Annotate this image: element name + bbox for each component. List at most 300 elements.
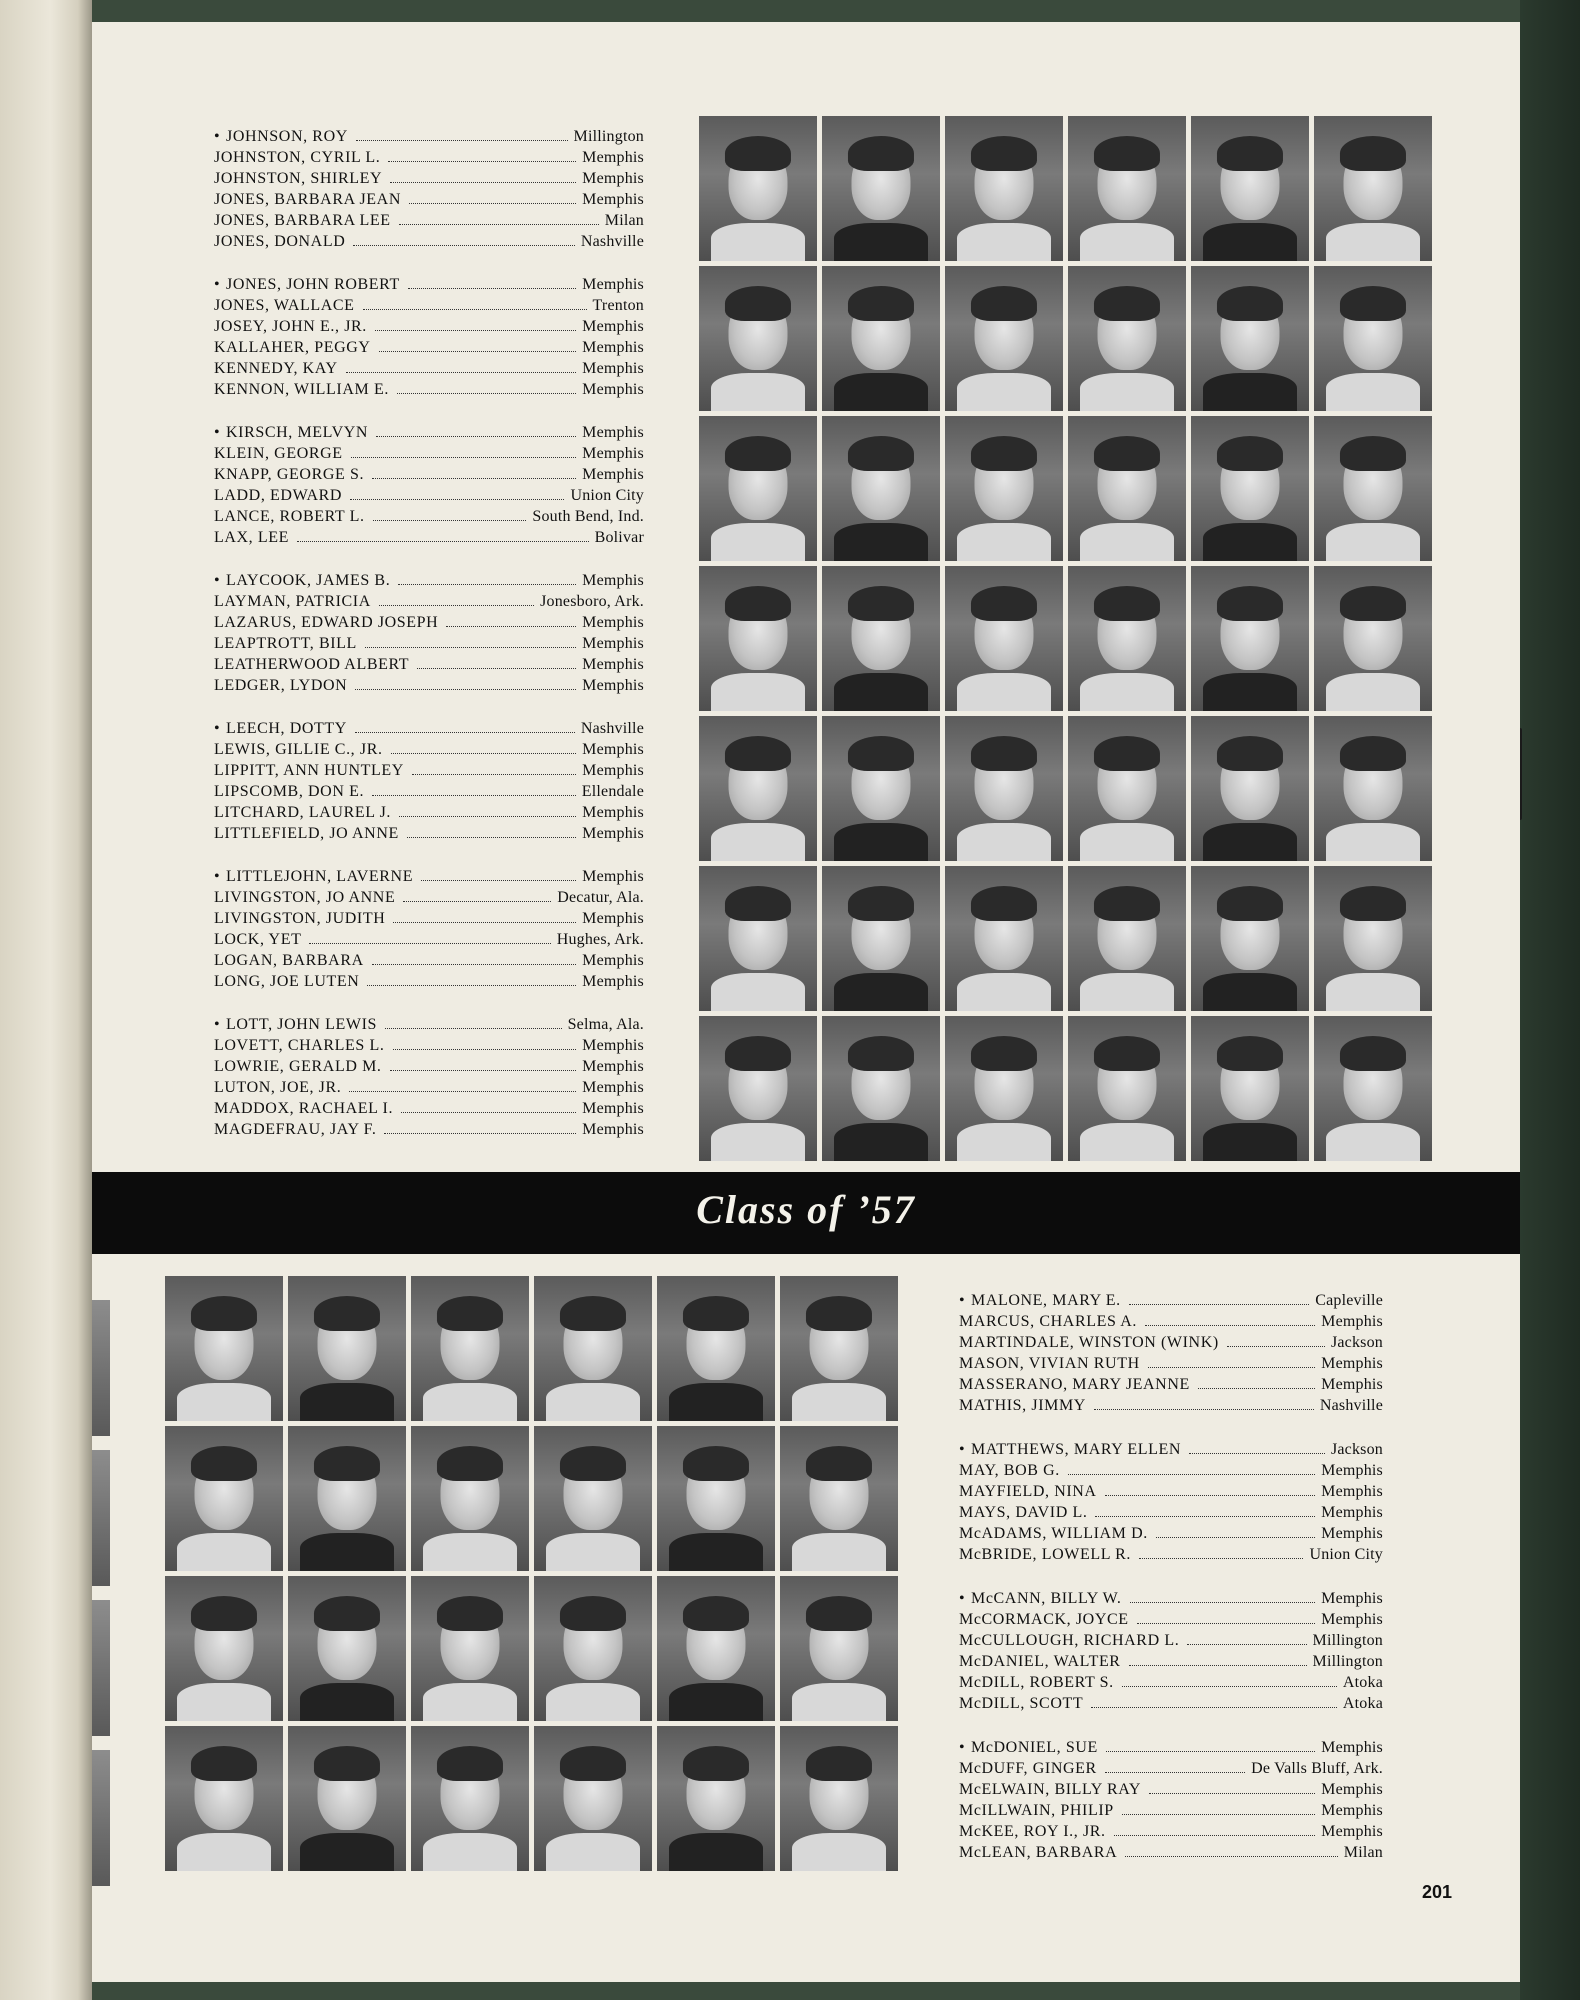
student-portrait-photo [657,1576,775,1721]
hometown: Memphis [582,635,644,652]
student-name: JONES, BARBARA LEE [214,212,391,229]
hometown: Memphis [582,191,644,208]
name-group [214,570,644,696]
hometown: Nashville [580,233,644,250]
dot-leader [372,964,576,965]
name-entry [959,1821,1383,1842]
student-name: KALLAHER, PEGGY [214,339,371,356]
dot-leader [372,795,576,796]
hometown: South Bend, Ind. [532,508,644,525]
dot-leader [350,499,564,500]
student-name: MAGDEFRAU, JAY F. [214,1121,377,1138]
hometown: Millington [1312,1632,1383,1649]
dot-leader [1091,1707,1337,1708]
dot-leader [407,837,576,838]
hometown: Capleville [1315,1292,1383,1309]
name-entry [959,1290,1383,1311]
student-name: LIPSCOMB, DON E. [214,783,365,800]
name-entry [214,316,644,337]
name-entry [214,887,644,908]
hometown: Memphis [1321,1313,1383,1330]
name-entry [959,1311,1383,1332]
student-portrait-photo [699,1016,817,1161]
student-name: LIVINGSTON, JO ANNE [214,889,396,906]
name-entry [959,1353,1383,1374]
dot-leader [379,605,534,606]
student-portrait-photo [534,1576,652,1721]
name-entry [214,147,644,168]
student-portrait-photo [1068,416,1186,561]
hometown: Memphis [582,1100,644,1117]
name-entry [214,718,644,739]
name-entry [959,1672,1383,1693]
student-name: LEWIS, GILLIE C., JR. [214,741,383,758]
name-entry [214,866,644,887]
student-name: JOSEY, JOHN E., JR. [214,318,367,335]
name-entry [959,1737,1383,1758]
name-entry [959,1523,1383,1544]
hometown: Memphis [582,424,644,441]
dot-leader [1189,1453,1325,1454]
bullet-marker: • [214,276,221,293]
name-entry [214,1119,644,1140]
student-portrait-photo [1068,1016,1186,1161]
hometown: Memphis [582,318,644,335]
dot-leader [384,1133,576,1134]
dot-leader [399,224,599,225]
student-name: KENNON, WILLIAM E. [214,381,389,398]
dot-leader [403,901,551,902]
student-name: JOHNSTON, CYRIL L. [214,149,381,166]
dot-leader [1227,1346,1325,1347]
student-name: McADAMS, WILLIAM D. [959,1525,1148,1542]
name-group [214,274,644,400]
student-name: LUTON, JOE, JR. [214,1079,342,1096]
hometown: Memphis [1321,1525,1383,1542]
student-name: • LITTLEJOHN, LAVERNE [214,868,414,885]
student-name: McILLWAIN, PHILIP [959,1802,1114,1819]
hometown: Jackson [1330,1334,1383,1351]
name-entry [214,908,644,929]
dot-leader [412,774,576,775]
student-name: • JOHNSON, ROY [214,128,348,145]
name-entry [214,422,644,443]
student-portrait-photo [1314,116,1432,261]
dot-leader [388,161,576,162]
dot-leader [297,541,589,542]
hometown: Trenton [592,297,644,314]
student-portrait-photo [1191,566,1309,711]
hometown: Hughes, Ark. [556,931,644,948]
dot-leader [1125,1856,1337,1857]
dot-leader [1094,1409,1314,1410]
student-portrait-photo [699,266,817,411]
student-name: MASON, VIVIAN RUTH [959,1355,1140,1372]
dot-leader [1105,1495,1316,1496]
student-portrait-photo [165,1426,283,1571]
student-portrait-photo [822,416,940,561]
student-name: MAYS, DAVID L. [959,1504,1088,1521]
name-entry [214,231,644,252]
hometown: Milan [1343,1844,1383,1861]
dot-leader [390,182,576,183]
hometown: Memphis [582,360,644,377]
dot-leader [399,816,576,817]
name-entry [214,760,644,781]
name-entry [214,1056,644,1077]
hometown: Union City [1309,1546,1383,1563]
student-name: LANCE, ROBERT L. [214,508,365,525]
dot-leader [1149,1793,1315,1794]
hometown: Memphis [582,910,644,927]
name-entry [214,654,644,675]
dot-leader [417,668,576,669]
hometown: Nashville [1319,1397,1383,1414]
student-portrait-photo [534,1726,652,1871]
student-portrait-photo [1314,416,1432,561]
student-portrait-photo [945,266,1063,411]
student-name: McKEE, ROY I., JR. [959,1823,1106,1840]
hometown: Memphis [582,276,644,293]
student-portrait-photo [288,1576,406,1721]
name-group [214,718,644,844]
bullet-marker: • [214,424,221,441]
student-name: LIVINGSTON, JUDITH [214,910,386,927]
name-entry [214,675,644,696]
student-portrait-photo [822,566,940,711]
hometown: Memphis [1321,1590,1383,1607]
student-portrait-photo [1314,716,1432,861]
bullet-marker: • [959,1590,966,1607]
dot-leader [409,203,576,204]
bottom-photo-grid [165,1276,898,1871]
name-entry [959,1502,1383,1523]
name-entry [214,739,644,760]
dot-leader [372,478,576,479]
student-name: JONES, BARBARA JEAN [214,191,401,208]
student-name: McCORMACK, JOYCE [959,1611,1129,1628]
name-entry [214,337,644,358]
name-entry [214,464,644,485]
hometown: Memphis [582,149,644,166]
dot-leader [1122,1814,1315,1815]
student-name: JONES, WALLACE [214,297,355,314]
student-name: LEAPTROTT, BILL [214,635,357,652]
name-group [214,422,644,548]
dot-leader [390,1070,577,1071]
dot-leader [1129,1304,1309,1305]
name-entry [214,1014,644,1035]
dot-leader [393,922,576,923]
book-cover-edge [1520,0,1580,2000]
name-entry [959,1395,1383,1416]
name-entry [214,379,644,400]
student-portrait-photo [699,866,817,1011]
name-entry [214,570,644,591]
dot-leader [1095,1516,1315,1517]
student-name: McDILL, ROBERT S. [959,1674,1114,1691]
name-group [214,866,644,992]
hometown: Nashville [580,720,644,737]
student-portrait-photo [534,1426,652,1571]
dot-leader [1198,1388,1315,1389]
student-name: • MATTHEWS, MARY ELLEN [959,1441,1182,1458]
hometown: Memphis [1321,1802,1383,1819]
hometown: Memphis [582,741,644,758]
name-entry [959,1460,1383,1481]
name-entry [214,189,644,210]
dot-leader [397,393,576,394]
class-banner [92,1172,1520,1254]
name-group [959,1588,1383,1714]
student-portrait-photo [1068,116,1186,261]
student-name: LEDGER, LYDON [214,677,348,694]
student-name: KENNEDY, KAY [214,360,338,377]
hometown: Memphis [1321,1483,1383,1500]
dot-leader [391,753,577,754]
student-portrait-photo [411,1426,529,1571]
name-group [959,1439,1383,1565]
student-portrait-photo [1191,1016,1309,1161]
name-entry [959,1332,1383,1353]
student-name: McLEAN, BARBARA [959,1844,1118,1861]
adjacent-page-photo-strip [92,1300,110,1900]
student-portrait-photo [1191,866,1309,1011]
dot-leader [346,372,576,373]
name-entry [214,823,644,844]
student-name: JONES, DONALD [214,233,346,250]
hometown: Decatur, Ala. [557,889,644,906]
student-name: • LOTT, JOHN LEWIS [214,1016,378,1033]
student-portrait-photo [822,266,940,411]
student-name: McDUFF, GINGER [959,1760,1097,1777]
student-name: MADDOX, RACHAEL I. [214,1100,394,1117]
student-name: • McDONIEL, SUE [959,1739,1098,1756]
student-name: • McCANN, BILLY W. [959,1590,1122,1607]
student-name: McDILL, SCOTT [959,1695,1084,1712]
name-entry [214,443,644,464]
hometown: Memphis [582,677,644,694]
hometown: Memphis [1321,1611,1383,1628]
name-entry [959,1842,1383,1863]
student-portrait-photo [165,1276,283,1421]
hometown: Millington [1312,1653,1383,1670]
student-portrait-photo [945,566,1063,711]
hometown: Memphis [1321,1739,1383,1756]
student-portrait-photo [1068,266,1186,411]
bullet-marker: • [214,128,221,145]
dot-leader [1156,1537,1315,1538]
dot-leader [1122,1686,1337,1687]
student-portrait-photo [534,1276,652,1421]
name-entry [214,210,644,231]
student-name: LITTLEFIELD, JO ANNE [214,825,399,842]
student-portrait-photo [699,416,817,561]
student-name: MARTINDALE, WINSTON (WINK) [959,1334,1219,1351]
hometown: Memphis [582,952,644,969]
dot-leader [379,351,577,352]
student-name: • JONES, JOHN ROBERT [214,276,400,293]
student-name: McBRIDE, LOWELL R. [959,1546,1131,1563]
student-name: LADD, EDWARD [214,487,343,504]
hometown: Memphis [582,825,644,842]
dot-leader [385,1028,562,1029]
dot-leader [446,626,576,627]
student-name: McCULLOUGH, RICHARD L. [959,1632,1180,1649]
student-portrait-photo [822,866,940,1011]
hometown: Jonesboro, Ark. [540,593,644,610]
student-portrait-photo [945,716,1063,861]
hometown: Memphis [1321,1781,1383,1798]
hometown: Memphis [1321,1355,1383,1372]
student-portrait-photo [657,1276,775,1421]
dot-leader [421,880,576,881]
hometown: Memphis [582,1121,644,1138]
name-entry [214,971,644,992]
name-group [214,126,644,252]
student-portrait-photo [822,716,940,861]
hometown: Memphis [582,339,644,356]
student-name: JOHNSTON, SHIRLEY [214,170,383,187]
name-entry [214,295,644,316]
name-entry [959,1588,1383,1609]
student-name: KLEIN, GEORGE [214,445,343,462]
bullet-marker: • [214,1016,221,1033]
dot-leader [355,732,575,733]
student-name: • MALONE, MARY E. [959,1292,1121,1309]
student-name: LOVETT, CHARLES L. [214,1037,385,1054]
hometown: Memphis [582,466,644,483]
student-portrait-photo [1191,116,1309,261]
student-portrait-photo [945,866,1063,1011]
name-entry [959,1439,1383,1460]
yearbook-page [92,22,1520,1982]
student-name: LOCK, YET [214,931,302,948]
name-entry [214,1035,644,1056]
student-portrait-photo [1191,416,1309,561]
bullet-marker: • [959,1441,966,1458]
student-name: KNAPP, GEORGE S. [214,466,365,483]
name-entry [959,1609,1383,1630]
dot-leader [349,1091,576,1092]
name-entry [959,1779,1383,1800]
dot-leader [309,943,550,944]
student-portrait-photo [411,1276,529,1421]
student-name: LOWRIE, GERALD M. [214,1058,382,1075]
name-entry [214,802,644,823]
student-portrait-photo [657,1726,775,1871]
student-portrait-photo [699,566,817,711]
dot-leader [401,1112,576,1113]
bullet-marker: • [959,1739,966,1756]
hometown: Memphis [582,868,644,885]
student-portrait-photo [1314,866,1432,1011]
student-portrait-photo [780,1276,898,1421]
name-entry [959,1544,1383,1565]
name-entry [214,612,644,633]
name-entry [214,633,644,654]
name-entry [214,126,644,147]
student-name: LITCHARD, LAUREL J. [214,804,392,821]
name-entry [959,1630,1383,1651]
student-portrait-photo [1314,266,1432,411]
student-portrait-photo [699,716,817,861]
student-name: LONG, JOE LUTEN [214,973,360,990]
name-entry [214,1077,644,1098]
top-photo-grid [699,116,1432,1161]
book-gutter [78,0,92,2000]
dot-leader [1148,1367,1315,1368]
hometown: Selma, Ala. [567,1016,644,1033]
student-portrait-photo [699,116,817,261]
dot-leader [393,1049,577,1050]
dot-leader [1114,1835,1315,1836]
student-portrait-photo [165,1726,283,1871]
hometown: Memphis [582,656,644,673]
student-name: LAZARUS, EDWARD JOSEPH [214,614,439,631]
name-entry [214,506,644,527]
name-entry [214,485,644,506]
hometown: Bolivar [594,529,644,546]
student-portrait-photo [780,1576,898,1721]
hometown: Memphis [1321,1504,1383,1521]
name-entry [959,1481,1383,1502]
hometown: Memphis [582,804,644,821]
name-entry [959,1651,1383,1672]
student-portrait-photo [288,1426,406,1571]
hometown: Memphis [582,1079,644,1096]
name-entry [214,527,644,548]
hometown: Memphis [1321,1462,1383,1479]
bullet-marker: • [214,572,221,589]
dot-leader [1137,1623,1316,1624]
name-entry [214,781,644,802]
student-portrait-photo [822,116,940,261]
name-entry [214,950,644,971]
dot-leader [376,436,576,437]
dot-leader [351,457,576,458]
dot-leader [1068,1474,1315,1475]
student-portrait-photo [945,1016,1063,1161]
student-portrait-photo [1068,566,1186,711]
bullet-marker: • [214,720,221,737]
student-portrait-photo [1191,266,1309,411]
student-name: LEATHERWOOD ALBERT [214,656,410,673]
dot-leader [365,647,576,648]
dot-leader [373,520,527,521]
student-portrait-photo [1314,1016,1432,1161]
student-name: McELWAIN, BILLY RAY [959,1781,1142,1798]
hometown: Memphis [1321,1823,1383,1840]
student-portrait-photo [288,1276,406,1421]
hometown: Jackson [1330,1441,1383,1458]
student-name: • LAYCOOK, JAMES B. [214,572,391,589]
dot-leader [1139,1558,1303,1559]
dot-leader [363,309,587,310]
dot-leader [355,689,576,690]
dot-leader [408,288,576,289]
name-entry [214,168,644,189]
hometown: Memphis [582,381,644,398]
student-portrait-photo [1068,716,1186,861]
student-portrait-photo [411,1726,529,1871]
student-portrait-photo [945,416,1063,561]
name-entry [214,929,644,950]
name-entry [214,1098,644,1119]
dot-leader [375,330,576,331]
student-portrait-photo [780,1426,898,1571]
student-portrait-photo [657,1426,775,1571]
